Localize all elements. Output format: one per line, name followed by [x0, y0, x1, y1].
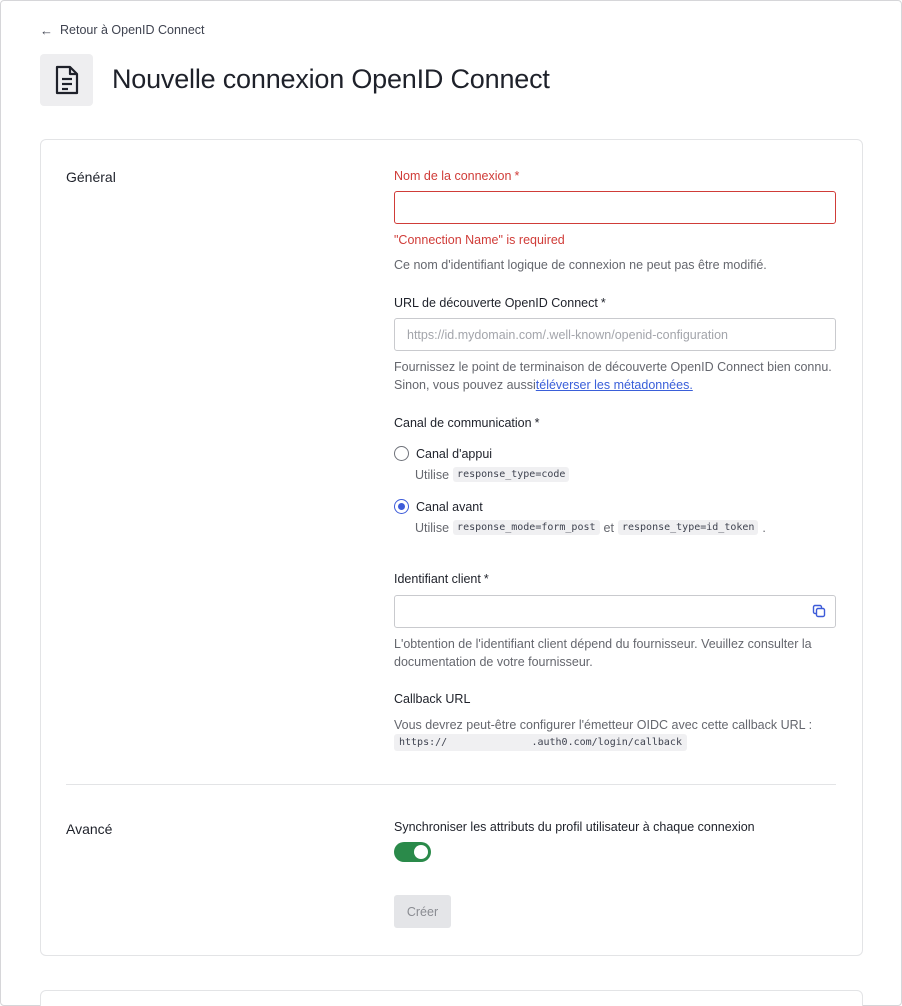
- code-response-type-code: response_type=code: [453, 467, 569, 482]
- channel-label: Canal de communication *: [394, 416, 540, 430]
- upload-metadata-link[interactable]: téléverser les métadonnées.: [535, 378, 693, 392]
- connection-name-input[interactable]: [394, 191, 836, 224]
- connection-name-label: Nom de la connexion *: [394, 169, 520, 183]
- callback-url-label: Callback URL: [394, 692, 471, 706]
- code-response-type-id-token: response_type=id_token: [618, 520, 758, 535]
- connection-name-help: Ce nom d'identifiant logique de connexion ne peut pas être modifié.: [394, 258, 767, 272]
- radio-front-channel-control[interactable]: [394, 499, 409, 514]
- arrow-left-icon: ←: [40, 22, 53, 38]
- radio-front-channel-label: Canal avant: [416, 499, 483, 514]
- discovery-url-input[interactable]: [394, 318, 836, 351]
- client-id-help: L'obtention de l'identifiant client dépend du fournisseur. Veuillez consulter la documentation de votre fournisseur.: [394, 637, 812, 669]
- radio-front-channel[interactable]: [394, 499, 483, 514]
- front-channel-help: Utilise response_mode=form_post et response_type=id_token .: [415, 520, 766, 535]
- callback-url-value: https:// .auth0.com/login/callback: [394, 734, 687, 751]
- back-channel-help: Utilise response_type=code: [415, 467, 569, 482]
- section-divider: [66, 784, 836, 785]
- client-id-label: Identifiant client *: [394, 572, 489, 586]
- discovery-url-help: Fournissez le point de terminaison de découverte OpenID Connect bien connu. Sinon, vous pouvez aussitéléverser les métadonnées.: [394, 360, 832, 392]
- sync-attributes-toggle[interactable]: [394, 842, 431, 862]
- code-response-mode: response_mode=form_post: [453, 520, 599, 535]
- radio-back-channel[interactable]: [394, 446, 492, 461]
- next-card: [40, 990, 863, 1006]
- section-title-general: Général: [66, 169, 116, 185]
- radio-back-channel-control[interactable]: [394, 446, 409, 461]
- discovery-url-label: URL de découverte OpenID Connect *: [394, 296, 606, 310]
- section-title-advanced: Avancé: [66, 821, 113, 837]
- callback-url-help: Vous devrez peut-être configurer l'émetteur OIDC avec cette callback URL :: [394, 718, 813, 732]
- radio-back-channel-label: Canal d'appui: [416, 446, 493, 461]
- create-button[interactable]: Créer: [394, 895, 451, 928]
- client-id-input[interactable]: [394, 595, 836, 628]
- sync-attributes-label: Synchroniser les attributs du profil utilisateur à chaque connexion: [394, 820, 755, 834]
- back-link-label: Retour à OpenID Connect: [60, 23, 205, 37]
- connection-name-error: "Connection Name" is required: [394, 233, 565, 247]
- page-title: Nouvelle connexion OpenID Connect: [112, 64, 550, 94]
- back-link[interactable]: [40, 23, 205, 37]
- document-icon: [40, 54, 93, 106]
- copy-icon[interactable]: [811, 603, 827, 619]
